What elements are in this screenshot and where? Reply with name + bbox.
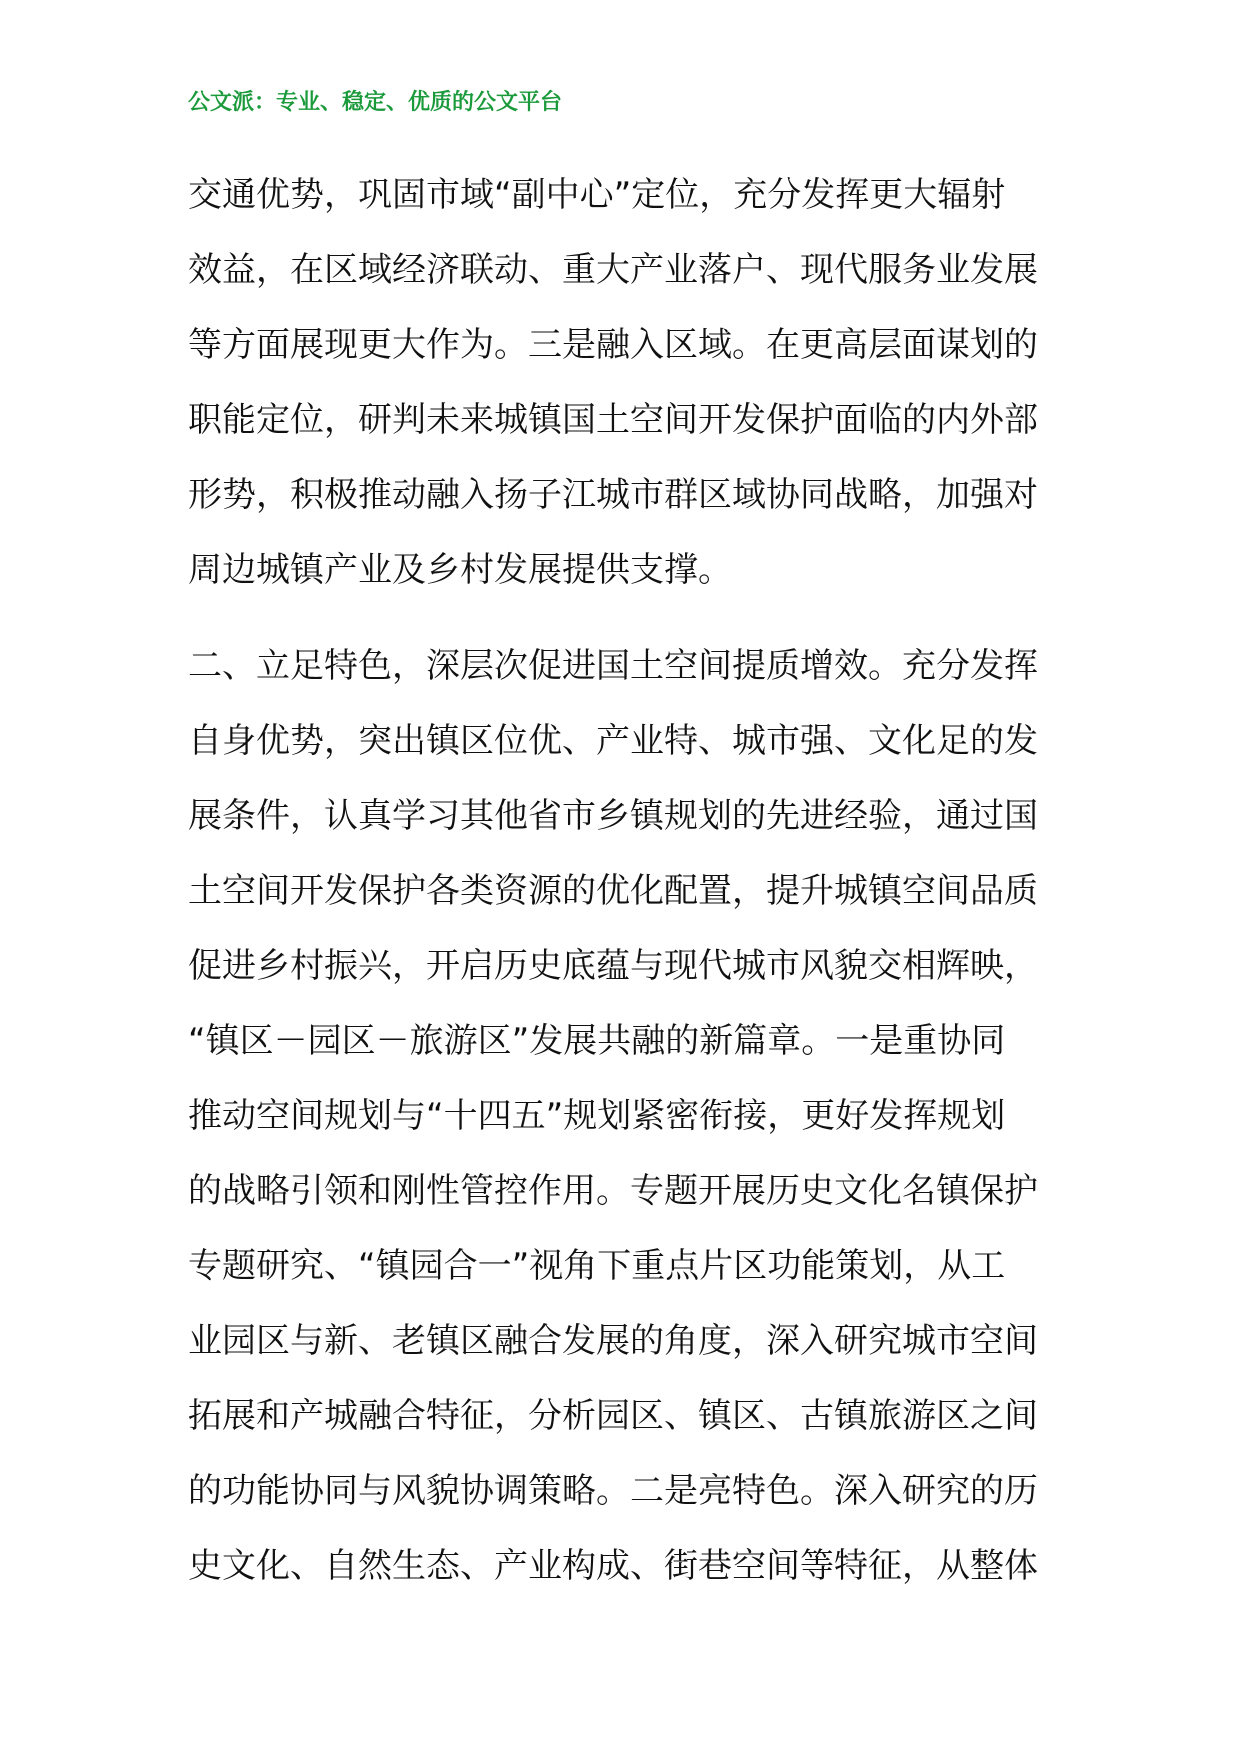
text-line: 专题研究、“镇园合一”视角下重点片区功能策划，从工	[188, 1246, 1006, 1286]
text-line: 的战略引领和刚性管控作用。专题开展历史文化名镇保护	[188, 1171, 1038, 1211]
text-line: 周边城镇产业及乡村发展提供支撑。	[188, 550, 732, 590]
text-line: 效益，在区域经济联动、重大产业落户、现代服务业发展	[188, 250, 1038, 290]
text-line: 的功能协同与风貌协调策略。二是亮特色。深入研究的历	[188, 1471, 1038, 1511]
text-line: 形势，积极推动融入扬子江城市群区域协同战略，加强对	[188, 475, 1038, 515]
text-line: 业园区与新、老镇区融合发展的角度，深入研究城市空间	[188, 1321, 1038, 1361]
text-line: 促进乡村振兴，开启历史底蕴与现代城市风貌交相辉映，	[188, 946, 1038, 986]
text-line: 二、立足特色，深层次促进国土空间提质增效。充分发挥	[188, 646, 1038, 686]
text-line: 职能定位，研判未来城镇国土空间开发保护面临的内外部	[188, 400, 1038, 440]
text-line: 土空间开发保护各类资源的优化配置，提升城镇空间品质	[188, 871, 1038, 911]
text-line: 拓展和产城融合特征，分析园区、镇区、古镇旅游区之间	[188, 1396, 1038, 1436]
text-line: 展条件，认真学习其他省市乡镇规划的先进经验，通过国	[188, 796, 1038, 836]
text-line: “镇区－园区－旅游区”发展共融的新篇章。一是重协同	[188, 1021, 1006, 1061]
text-line: 等方面展现更大作为。三是融入区域。在更高层面谋划的	[188, 325, 1038, 365]
text-line: 自身优势，突出镇区位优、产业特、城市强、文化足的发	[188, 721, 1038, 761]
text-line: 史文化、自然生态、产业构成、街巷空间等特征，从整体	[188, 1546, 1038, 1586]
page-header: 公文派：专业、稳定、优质的公文平台	[188, 90, 563, 115]
text-line: 交通优势，巩固市域“副中心”定位，充分发挥更大辐射	[188, 175, 1006, 215]
text-line: 推动空间规划与“十四五”规划紧密衔接，更好发挥规划	[188, 1096, 1006, 1136]
paragraph-1	[188, 158, 1068, 608]
paragraph-2	[188, 629, 1068, 1604]
